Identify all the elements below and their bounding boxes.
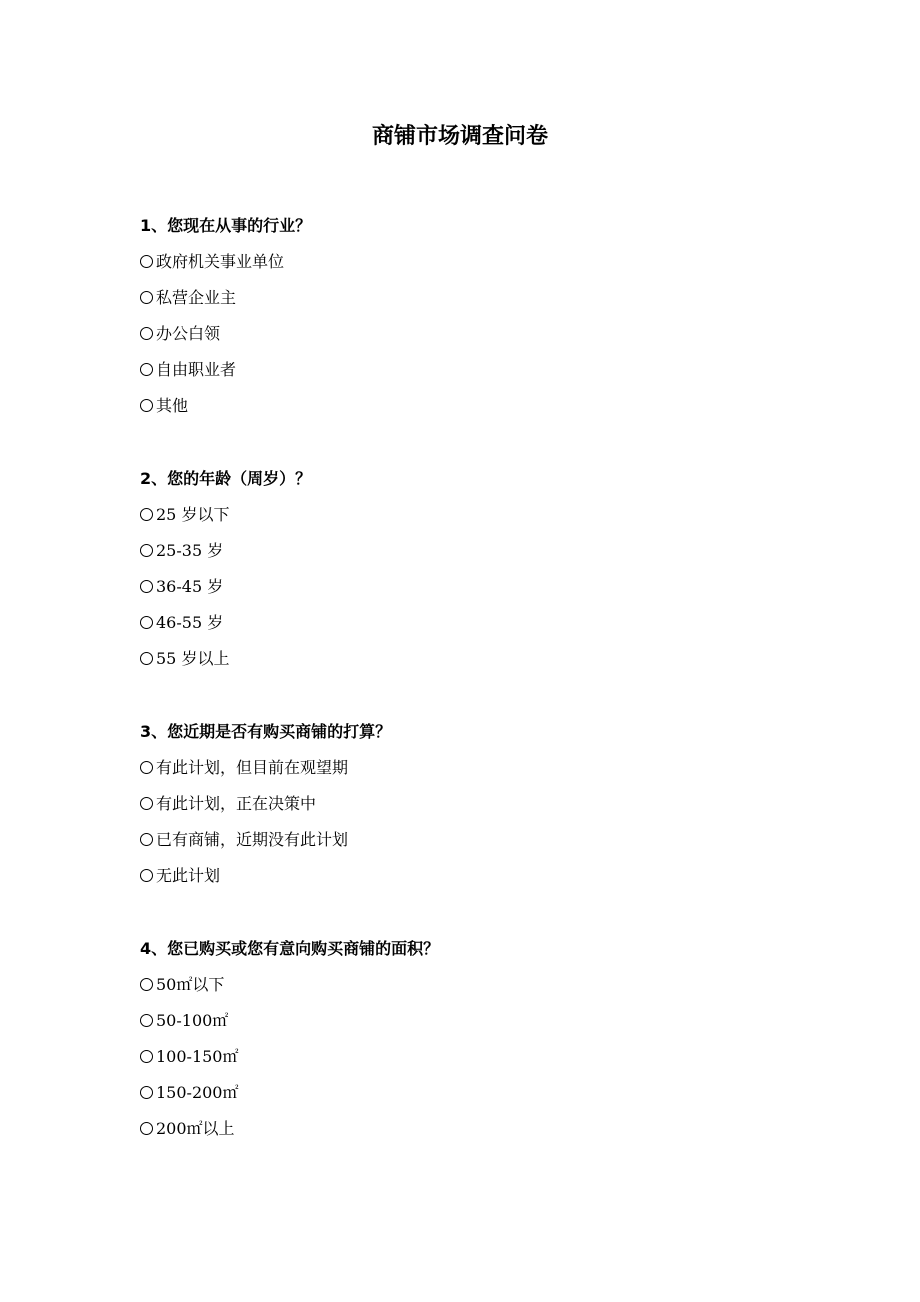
- option-label: 私营企业主: [156, 288, 237, 307]
- option-label: 自由职业者: [156, 360, 237, 379]
- radio-circle-icon[interactable]: [140, 363, 153, 376]
- option-over-55[interactable]: [140, 649, 840, 685]
- option-area-over-200[interactable]: [140, 1119, 840, 1155]
- option-area-50-100[interactable]: [140, 1011, 840, 1047]
- option-label: 200㎡以上: [156, 1119, 235, 1138]
- radio-circle-icon[interactable]: [140, 291, 153, 304]
- radio-circle-icon[interactable]: [140, 978, 153, 991]
- option-label: 50-100㎡: [156, 1011, 229, 1030]
- option-label: 55 岁以上: [156, 649, 230, 668]
- option-planning-observing[interactable]: [140, 758, 840, 794]
- option-46-55[interactable]: [140, 613, 840, 649]
- option-label: 办公白领: [156, 324, 221, 343]
- radio-circle-icon[interactable]: [140, 1122, 153, 1135]
- question-2: [140, 469, 840, 685]
- option-area-150-200[interactable]: [140, 1083, 840, 1119]
- option-area-100-150[interactable]: [140, 1047, 840, 1083]
- option-36-45[interactable]: [140, 577, 840, 613]
- question-title: 2、您的年龄（周岁）？: [140, 469, 312, 488]
- document-title: 商铺市场调查问卷: [371, 124, 548, 149]
- radio-circle-icon[interactable]: [140, 255, 153, 268]
- question-title: 3、您近期是否有购买商铺的打算？: [140, 722, 392, 741]
- question-1: [140, 216, 840, 432]
- option-private-business-owner[interactable]: [140, 288, 840, 324]
- radio-circle-icon[interactable]: [140, 652, 153, 665]
- option-label: 100-150㎡: [156, 1047, 239, 1066]
- question-4: [140, 939, 840, 1155]
- option-already-own-no-plan[interactable]: [140, 830, 840, 866]
- question-3: [140, 722, 840, 902]
- option-no-plan[interactable]: [140, 866, 840, 902]
- option-government-institution[interactable]: [140, 252, 840, 288]
- radio-circle-icon[interactable]: [140, 508, 153, 521]
- radio-circle-icon[interactable]: [140, 580, 153, 593]
- option-freelancer[interactable]: [140, 360, 840, 396]
- radio-circle-icon[interactable]: [140, 327, 153, 340]
- option-label: 政府机关事业单位: [156, 252, 285, 271]
- radio-circle-icon[interactable]: [140, 544, 153, 557]
- radio-circle-icon[interactable]: [140, 616, 153, 629]
- option-other[interactable]: [140, 396, 840, 432]
- option-planning-deciding[interactable]: [140, 794, 840, 830]
- radio-circle-icon[interactable]: [140, 1086, 153, 1099]
- option-office-white-collar[interactable]: [140, 324, 840, 360]
- radio-circle-icon[interactable]: [140, 797, 153, 810]
- option-under-25[interactable]: [140, 505, 840, 541]
- option-label: 36-45 岁: [156, 577, 224, 596]
- radio-circle-icon[interactable]: [140, 1014, 153, 1027]
- option-label: 150-200㎡: [156, 1083, 239, 1102]
- option-25-35[interactable]: [140, 541, 840, 577]
- question-title: 4、您已购买或您有意向购买商铺的面积？: [140, 939, 440, 958]
- option-label: 无此计划: [156, 866, 221, 885]
- radio-circle-icon[interactable]: [140, 399, 153, 412]
- option-label: 46-55 岁: [156, 613, 224, 632]
- radio-circle-icon[interactable]: [140, 833, 153, 846]
- question-title: 1、您现在从事的行业？: [140, 216, 312, 235]
- option-area-under-50[interactable]: [140, 975, 840, 1011]
- option-label: 有此计划，但目前在观望期: [156, 758, 349, 777]
- option-label: 已有商铺，近期没有此计划: [156, 830, 349, 849]
- option-label: 有此计划，正在决策中: [156, 794, 317, 813]
- option-label: 25 岁以下: [156, 505, 230, 524]
- option-label: 25-35 岁: [156, 541, 224, 560]
- option-label: 50㎡以下: [156, 975, 225, 994]
- radio-circle-icon[interactable]: [140, 1050, 153, 1063]
- option-label: 其他: [156, 396, 189, 415]
- radio-circle-icon[interactable]: [140, 869, 153, 882]
- radio-circle-icon[interactable]: [140, 761, 153, 774]
